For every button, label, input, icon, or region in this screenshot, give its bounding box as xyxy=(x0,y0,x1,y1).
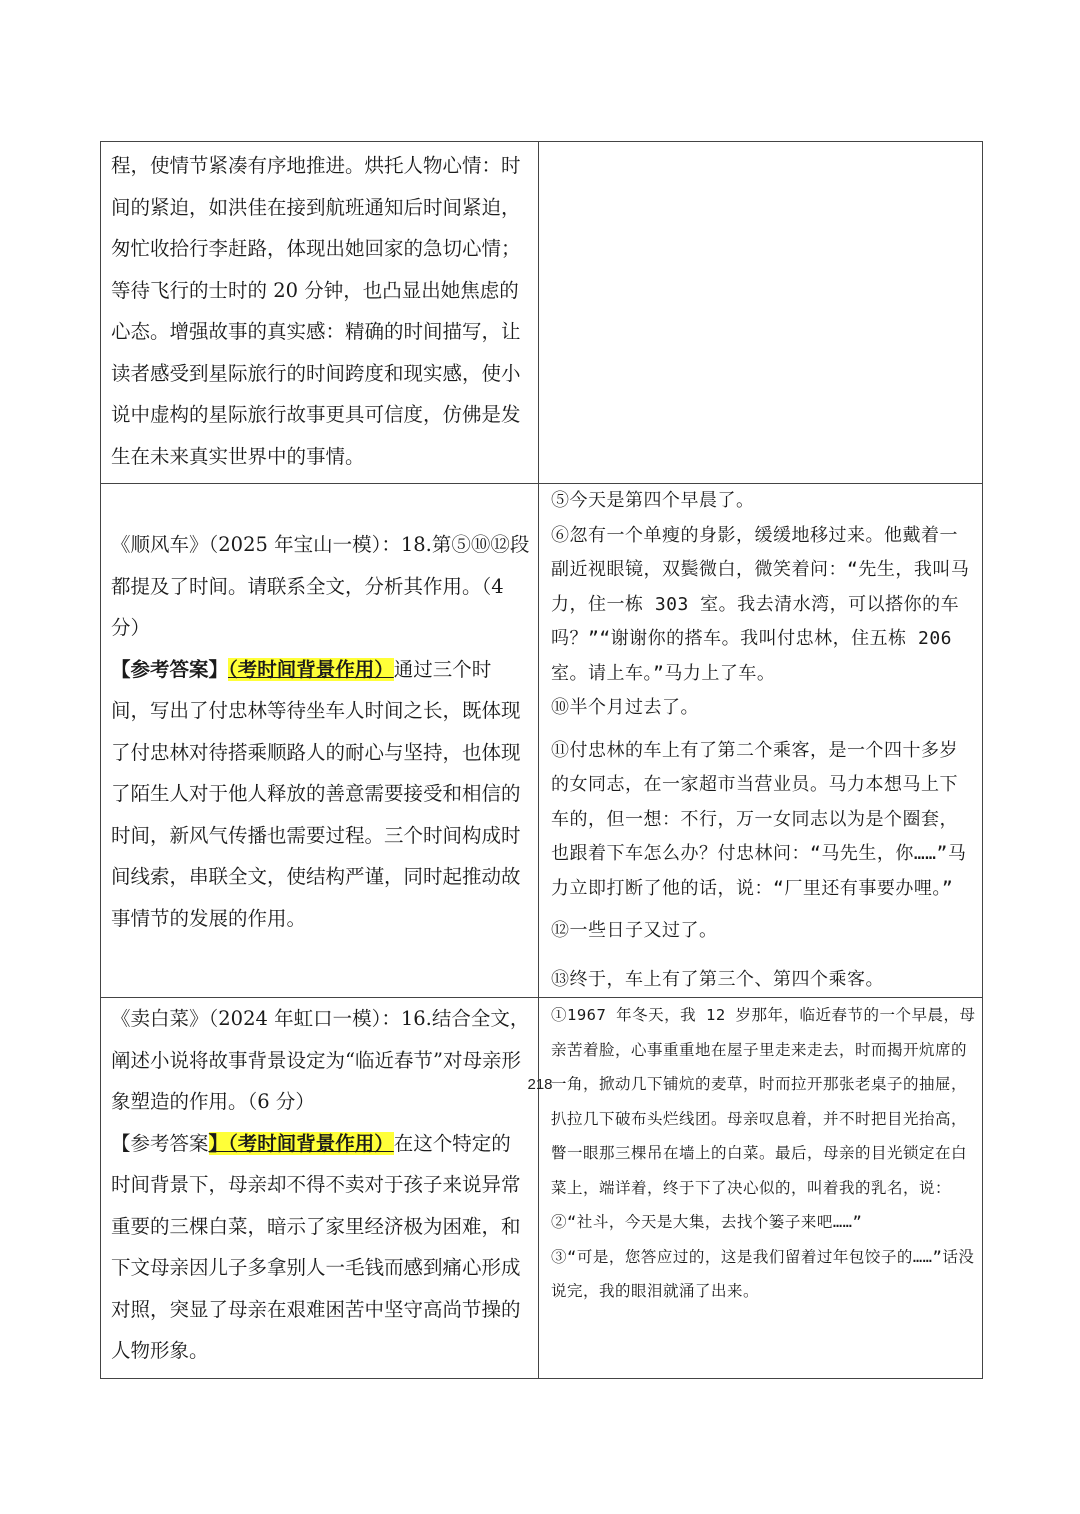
passage-cell xyxy=(539,484,983,998)
question-text: 《卖白菜》（2024 年虹口一模）：16.结合全文，阐述小说将故事背景设定为“临近春节”对母亲形象塑造的作用。（6 分） xyxy=(111,1007,530,1113)
answer-paragraph xyxy=(111,649,530,940)
passage-paragraph: ⑬终于，车上有了第三个、第四个乘客。 xyxy=(551,968,884,990)
content-table xyxy=(100,141,983,1379)
question-cell xyxy=(101,998,539,1379)
table-row xyxy=(101,998,983,1379)
answer-text: 在这个特定的时间背景下，母亲却不得不卖对于孩子来说异常重要的三棵白菜，暗示了家里经济极为困难，和下文母亲因儿子多拿别人一毛钱而感到痛心形成对照，突显了母亲在艰难困苦中坚守高尚节操的人物形象。 xyxy=(111,1131,521,1362)
passage-paragraph: ⑤今天是第四个早晨了。 xyxy=(551,490,755,511)
passage-paragraph: ①1967 年冬天，我 12 岁那年，临近春节的一个早晨，母亲苦着脸，心事重重地在屋子里走来走去，时而揭开炕席的一角，掀动几下铺炕的麦草，时而拉开那张老桌子的抽屉，扒拉几下破布头烂线团。母亲叹息着，并不时把目光抬高，瞥一眼那三棵吊在墙上的白菜。最后，母亲的目光锁定在白菜上，端详着，终于下了决心似的，叫着我的乳名，说： xyxy=(551,1006,976,1197)
passage-paragraph: ③“可是，您答应过的，这是我们留着过年包饺子的……”话没说完，我的眼泪就涌了出来。 xyxy=(551,1247,975,1300)
question-text: 《顺风车》（2025 年宝山一模）：18.第⑤⑩⑫段都提及了时间。请联系全文，分析其作用。（4 分） xyxy=(111,533,530,639)
passage-paragraph: ⑫一些日子又过了。 xyxy=(551,920,718,941)
passage-paragraph: ⑪付忠林的车上有了第二个乘客，是一个四十多岁的女同志，在一家超市当营业员。马力本想马上下车的，但一想：不行，万一女同志以为是个圈套，也跟着下车怎么办？付忠林问：“马先生，你……”马力立即打断了他的话，说：“厂里还有事要办哩。” xyxy=(551,739,967,899)
answer-label-bracket: 】 xyxy=(208,1131,229,1155)
table-row xyxy=(101,142,983,484)
answer-tag-highlight: （考时间背景作用） xyxy=(228,657,394,681)
passage-cell xyxy=(539,142,983,484)
answer-text: 通过三个时间，写出了付忠林等待坐车人时间之长，既体现了付忠林对待搭乘顺路人的耐心与坚持，也体现了陌生人对于他人释放的善意需要接受和相信的时间，新风气传播也需要过程。三个时间构成时间线索，串联全文，使结构严谨，同时起推动故事情节的发展的作用。 xyxy=(111,657,521,930)
passage-paragraph: ②“社斗，今天是大集，去找个篓子来吧……” xyxy=(551,1213,863,1231)
answer-tag-highlight: （考时间背景作用） xyxy=(228,1131,394,1155)
passage-paragraph: ⑥忽有一个单瘦的身影，缓缓地移过来。他戴着一副近视眼镜，双鬓微白，微笑着问：“先生，我叫马力，住一栋 303 室。我去清水湾，可以搭你的车吗？”“谢谢你的搭车。我叫付忠林，住五栋 206 室。请上车。”马力上了车。 xyxy=(551,524,970,684)
question-cell xyxy=(101,484,539,998)
passage-paragraph: ⑩半个月过去了。 xyxy=(551,697,699,718)
passage-cell xyxy=(539,998,983,1379)
answer-label: 【参考答案】 xyxy=(111,657,229,681)
analysis-text: 程，使情节紧凑有序地推进。烘托人物心情：时间的紧迫，如洪佳在接到航班通知后时间紧迫，匆忙收拾行李赶路，体现出她回家的急切心情；等待飞行的士时的 20 分钟，也凸显出她焦虑的心态。增强故事的真实感：精确的时间描写，让读者感受到星际旅行的时间跨度和现实感，使小说中虚构的星际旅行故事更具可信度，仿佛是发生在未来真实世界中的事情。 xyxy=(111,154,521,468)
table-row xyxy=(101,484,983,998)
answer-cell xyxy=(101,142,539,484)
page-number: 218 xyxy=(527,1076,553,1093)
answer-paragraph xyxy=(111,1123,530,1372)
answer-label: 【参考答案 xyxy=(111,1131,209,1155)
